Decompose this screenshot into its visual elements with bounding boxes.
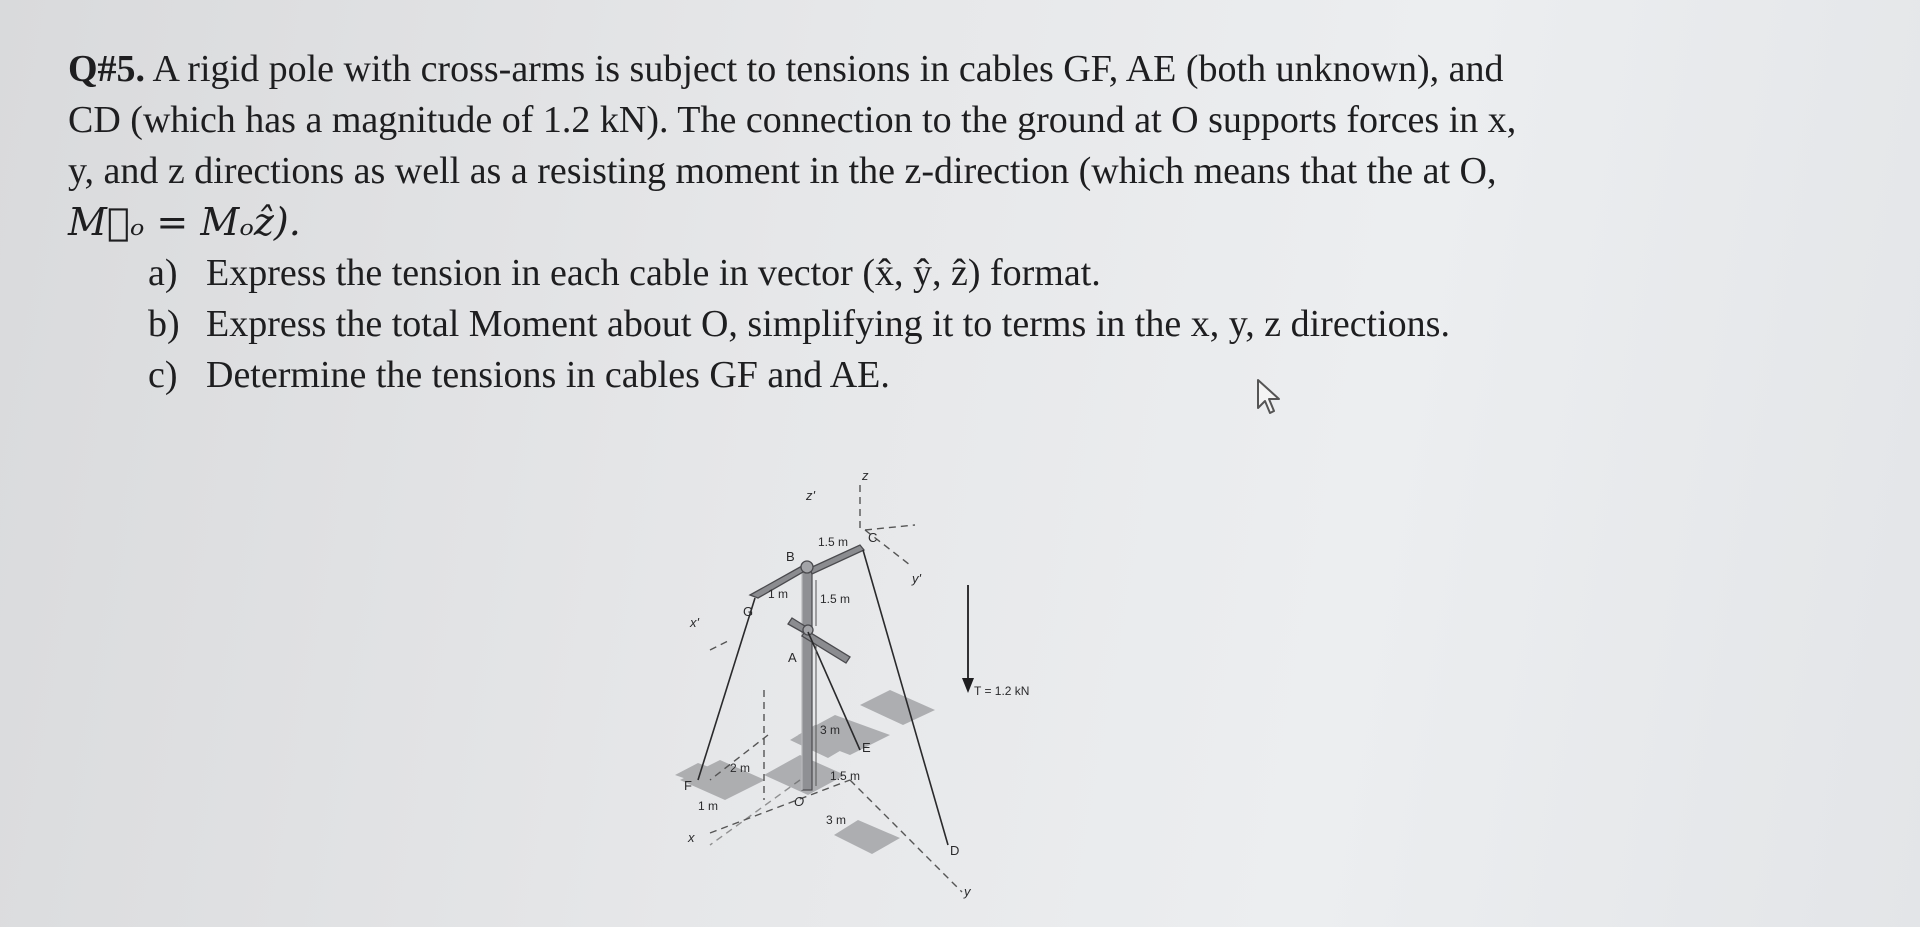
part-a: a) Express the tension in each cable in vector (x̂, ŷ, ẑ) format. [148,252,1101,294]
part-b: b) Express the total Moment about O, simplifying it to terms in the x, y, z directions. [148,303,1450,345]
label-y-axis: y [964,884,971,899]
question-number: Q#5. [68,48,146,90]
problem-statement [68,44,1788,401]
label-dim-3m-pole: 3 m [820,723,841,737]
mouse-cursor-icon [1256,378,1284,418]
label-dim-3m-base: 3 m [826,813,847,827]
tension-arrow [962,585,974,693]
label-dim-15m-lower: 1.5 m [830,769,861,783]
problem-line-3: y, and z directions as well as a resisting moment in the z-direction (which means that the at O, [68,150,1497,192]
pole [802,565,812,790]
label-E: E [862,740,871,755]
label-dim-1m-lower: 1 m [698,799,719,813]
label-G: G [743,604,754,619]
label-tension: T = 1.2 kN [974,684,1030,698]
label-C: C [868,530,878,545]
problem-line-1: Q#5. A rigid pole with cross-arms is subject to tensions in cables GF, AE (both unknown), and [68,48,1504,90]
label-dim-2m: 2 m [730,761,751,775]
label-B: B [786,549,795,564]
label-D: D [950,843,960,858]
label-x-axis: x [688,830,695,845]
label-dim-1m-upper: 1 m [768,587,789,601]
label-x-prime: x' [690,615,699,630]
problem-line-2: CD (which has a magnitude of 1.2 kN). The connection to the ground at O supports forces in x, [68,99,1517,141]
label-z-prime: z' [806,488,815,503]
label-A: A [788,650,797,665]
label-dim-bc: 1.5 m [818,535,849,549]
moment-equation: M⃗ₒ = Mₒẑ). [68,200,301,244]
part-c: c) Determine the tensions in cables GF and AE. [148,354,890,396]
label-z-top: z [862,468,869,483]
pole-diagram [684,450,1070,920]
label-dim-ab: 1.5 m [820,592,851,606]
label-F: F [684,778,692,793]
label-y-prime: y' [912,571,921,586]
label-O: O [794,794,805,809]
